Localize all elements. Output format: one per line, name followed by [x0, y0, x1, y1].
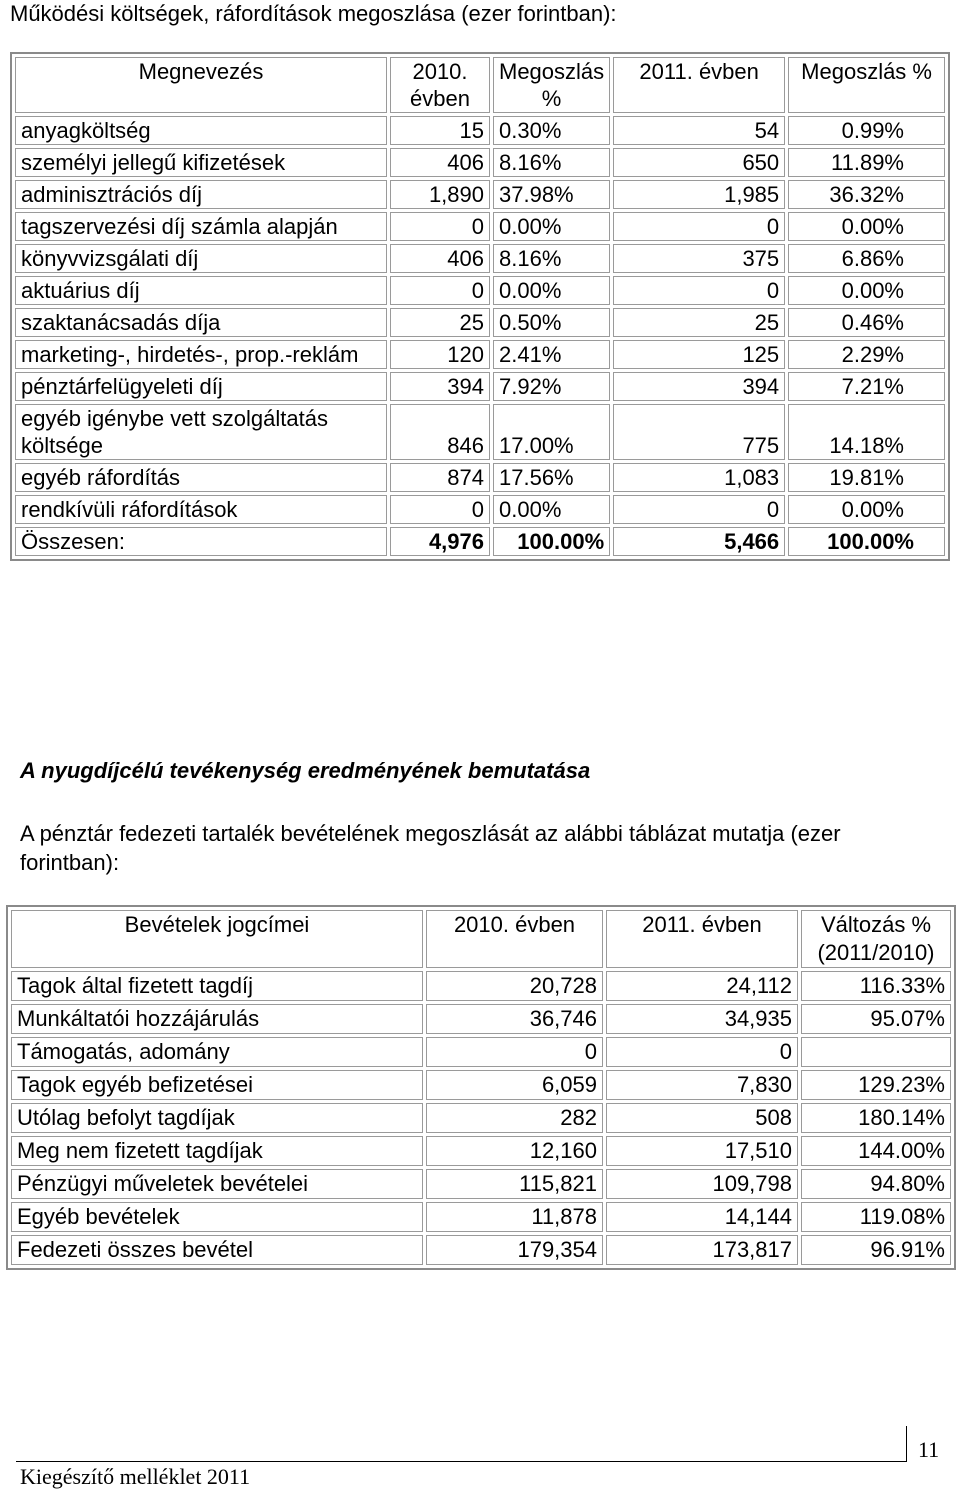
table-row — [11, 1169, 951, 1199]
cell-value-2011: 34,935 — [606, 1004, 798, 1034]
cell-share-2011: 0.00% — [788, 495, 945, 524]
column-header-2011: 2011. évben — [613, 57, 785, 113]
cell-change: 119.08% — [801, 1202, 951, 1232]
table-row — [11, 1136, 951, 1166]
cell-revenue-type: Támogatás, adomány — [11, 1037, 423, 1067]
cell-value-2011: 0 — [606, 1037, 798, 1067]
cell-name: személyi jellegű kifizetések — [15, 148, 387, 177]
cell-share-2010: 37.98% — [493, 180, 610, 209]
cell-value-2011: 0 — [613, 276, 785, 305]
cell-name: aktuárius díj — [15, 276, 387, 305]
cell-share-2011: 36.32% — [788, 180, 945, 209]
cell-share-2010: 8.16% — [493, 244, 610, 273]
cell-name: egyéb ráfordítás — [15, 463, 387, 492]
table-header-row — [15, 57, 945, 113]
cell-share-2011: 11.89% — [788, 148, 945, 177]
cell-share-2010: 17.00% — [493, 404, 610, 460]
table-row — [11, 1235, 951, 1265]
table-row — [11, 1004, 951, 1034]
cell-name: marketing-, hirdetés-, prop.-reklám — [15, 340, 387, 369]
cell-share-2011: 0.00% — [788, 276, 945, 305]
cell-value-2011: 125 — [613, 340, 785, 369]
table-row — [15, 463, 945, 492]
cell-name: rendkívüli ráfordítások — [15, 495, 387, 524]
cell-name: Összesen: — [15, 527, 387, 556]
cell-value-2011: 1,083 — [613, 463, 785, 492]
column-header-name: Megnevezés — [15, 57, 387, 113]
column-header-share-2011: Megoszlás % — [788, 57, 945, 113]
cell-share-2010: 0.00% — [493, 495, 610, 524]
table-row — [15, 495, 945, 524]
table-row — [15, 276, 945, 305]
cell-value-2010: 179,354 — [426, 1235, 603, 1265]
table-row — [15, 372, 945, 401]
cell-share-2011: 7.21% — [788, 372, 945, 401]
page-number-divider — [906, 1426, 907, 1462]
cell-value-2011: 109,798 — [606, 1169, 798, 1199]
cell-share-2010: 8.16% — [493, 148, 610, 177]
cell-value-2010: 115,821 — [426, 1169, 603, 1199]
cell-value-2010: 12,160 — [426, 1136, 603, 1166]
cell-share-2010: 0.00% — [493, 276, 610, 305]
cell-share-2011: 2.29% — [788, 340, 945, 369]
cell-value-2010: 0 — [390, 276, 490, 305]
table-row — [11, 971, 951, 1001]
table-row — [15, 404, 945, 460]
cell-change: 144.00% — [801, 1136, 951, 1166]
cell-revenue-type: Egyéb bevételek — [11, 1202, 423, 1232]
cell-value-2011: 5,466 — [613, 527, 785, 556]
cell-value-2011: 7,830 — [606, 1070, 798, 1100]
cell-name: pénztárfelügyeleti díj — [15, 372, 387, 401]
table-row — [11, 1037, 951, 1067]
cell-value-2010: 25 — [390, 308, 490, 337]
cell-value-2010: 846 — [390, 404, 490, 460]
cell-value-2010: 4,976 — [390, 527, 490, 556]
cell-value-2010: 11,878 — [426, 1202, 603, 1232]
cell-value-2011: 508 — [606, 1103, 798, 1133]
cell-name: tagszervezési díj számla alapján — [15, 212, 387, 241]
cell-share-2010: 100.00% — [493, 527, 610, 556]
cell-share-2011: 0.99% — [788, 116, 945, 145]
cell-name: szaktanácsadás díja — [15, 308, 387, 337]
table-header-row — [11, 910, 951, 968]
cell-revenue-type: Munkáltatói hozzájárulás — [11, 1004, 423, 1034]
cell-value-2010: 0 — [390, 212, 490, 241]
footer-text: Kiegészítő melléklet 2011 — [20, 1464, 251, 1489]
cell-value-2010: 406 — [390, 148, 490, 177]
footer-rule — [16, 1461, 906, 1462]
table-row — [15, 148, 945, 177]
cell-share-2011: 19.81% — [788, 463, 945, 492]
cell-revenue-type: Fedezeti összes bevétel — [11, 1235, 423, 1265]
table-row — [15, 308, 945, 337]
cell-value-2011: 375 — [613, 244, 785, 273]
cell-change: 180.14% — [801, 1103, 951, 1133]
cell-value-2010: 0 — [390, 495, 490, 524]
table-row — [11, 1103, 951, 1133]
cell-revenue-type: Pénzügyi műveletek bevételei — [11, 1169, 423, 1199]
table-row — [15, 180, 945, 209]
operating-costs-table — [10, 52, 950, 561]
intro-text-costs: Működési költségek, ráfordítások megoszlása (ezer forintban): — [10, 1, 617, 26]
column-header-2010: 2010. évben — [426, 910, 603, 968]
cell-value-2011: 173,817 — [606, 1235, 798, 1265]
cell-name: egyéb igénybe vett szolgáltatás költsége — [15, 404, 387, 460]
cell-value-2011: 24,112 — [606, 971, 798, 1001]
cell-value-2011: 25 — [613, 308, 785, 337]
cell-value-2010: 406 — [390, 244, 490, 273]
cell-change: 95.07% — [801, 1004, 951, 1034]
cell-value-2011: 0 — [613, 495, 785, 524]
cell-value-2011: 17,510 — [606, 1136, 798, 1166]
cell-value-2010: 282 — [426, 1103, 603, 1133]
cell-value-2011: 1,985 — [613, 180, 785, 209]
cell-value-2010: 120 — [390, 340, 490, 369]
cell-share-2010: 7.92% — [493, 372, 610, 401]
cell-name: anyagköltség — [15, 116, 387, 145]
total-row — [15, 527, 945, 556]
table-row — [15, 212, 945, 241]
cell-share-2010: 17.56% — [493, 463, 610, 492]
column-header-change: Változás % (2011/2010) — [801, 910, 951, 968]
cell-share-2010: 2.41% — [493, 340, 610, 369]
table-row — [11, 1202, 951, 1232]
revenue-table — [6, 905, 956, 1270]
cell-value-2011: 14,144 — [606, 1202, 798, 1232]
cell-share-2011: 14.18% — [788, 404, 945, 460]
cell-value-2010: 874 — [390, 463, 490, 492]
column-header-2010: 2010. évben — [390, 57, 490, 113]
cell-name: könyvvizsgálati díj — [15, 244, 387, 273]
column-header-2011: 2011. évben — [606, 910, 798, 968]
cell-share-2011: 0.46% — [788, 308, 945, 337]
cell-change — [801, 1037, 951, 1067]
cell-value-2010: 394 — [390, 372, 490, 401]
page-number: 11 — [918, 1437, 940, 1462]
table-row — [15, 340, 945, 369]
cell-value-2011: 394 — [613, 372, 785, 401]
cell-value-2010: 1,890 — [390, 180, 490, 209]
cell-change: 129.23% — [801, 1070, 951, 1100]
cell-name: adminisztrációs díj — [15, 180, 387, 209]
section-heading: A nyugdíjcélú tevékenység eredményének bemutatása — [20, 758, 591, 783]
intro-text-revenue: A pénztár fedezeti tartalék bevételének megoszlását az alábbi táblázat mutatja (ezer forintban): — [20, 821, 841, 875]
cell-revenue-type: Meg nem fizetett tagdíjak — [11, 1136, 423, 1166]
cell-revenue-type: Utólag befolyt tagdíjak — [11, 1103, 423, 1133]
cell-revenue-type: Tagok által fizetett tagdíj — [11, 971, 423, 1001]
cell-value-2011: 54 — [613, 116, 785, 145]
cell-share-2011: 100.00% — [788, 527, 945, 556]
cell-change: 94.80% — [801, 1169, 951, 1199]
cell-share-2010: 0.30% — [493, 116, 610, 145]
cell-revenue-type: Tagok egyéb befizetései — [11, 1070, 423, 1100]
cell-value-2010: 36,746 — [426, 1004, 603, 1034]
table-row — [15, 244, 945, 273]
cell-share-2011: 0.00% — [788, 212, 945, 241]
cell-value-2010: 15 — [390, 116, 490, 145]
cell-change: 96.91% — [801, 1235, 951, 1265]
cell-value-2010: 0 — [426, 1037, 603, 1067]
cell-value-2011: 0 — [613, 212, 785, 241]
table-row — [11, 1070, 951, 1100]
cell-share-2010: 0.00% — [493, 212, 610, 241]
cell-value-2010: 20,728 — [426, 971, 603, 1001]
cell-change: 116.33% — [801, 971, 951, 1001]
cell-share-2011: 6.86% — [788, 244, 945, 273]
column-header-share-2010: Megoszlás % — [493, 57, 610, 113]
cell-share-2010: 0.50% — [493, 308, 610, 337]
cell-value-2010: 6,059 — [426, 1070, 603, 1100]
column-header-revenue-type: Bevételek jogcímei — [11, 910, 423, 968]
cell-value-2011: 775 — [613, 404, 785, 460]
table-row — [15, 116, 945, 145]
cell-value-2011: 650 — [613, 148, 785, 177]
